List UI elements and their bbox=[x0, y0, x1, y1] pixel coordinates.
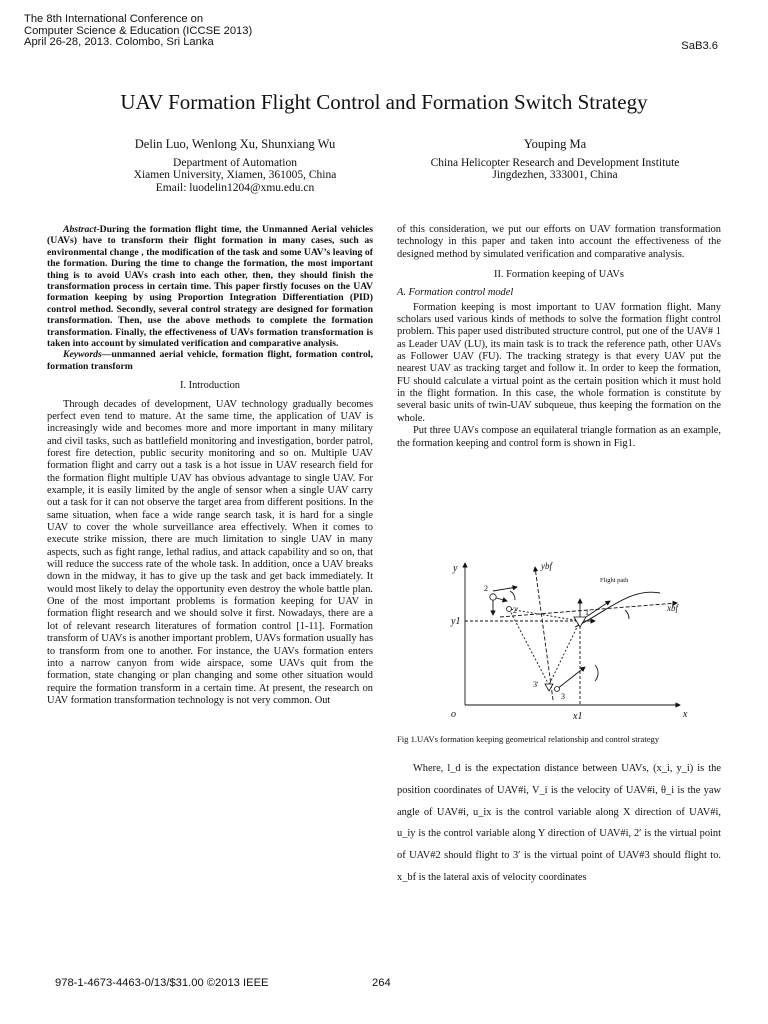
left-column bbox=[47, 224, 373, 707]
fig-node-3prime: 3' bbox=[533, 680, 539, 689]
author-names-right: Youping Ma bbox=[523, 137, 587, 151]
conference-name: The 8th International Conference on bbox=[24, 13, 204, 25]
keywords-label: Keywords bbox=[63, 349, 102, 361]
fig-node-1: 1 bbox=[585, 608, 589, 617]
abstract-text: -During the formation flight time, the Unmanned Aerial vehicles (UAVs) have to transform their flight formation in many cases, such as environmental change , the modification of the task and some UAV’s leaving of the formation. During the time to change the formation, the most important thing is to avoid UAVs crash into each other, then, they should finish the transformation process in certain time. This paper firstly focuses on the UAV formation keeping by using Proportion Integration Differentiation (PID) control method. Secondly, several control strategy are designed for formation transformation. Then, use the above methods to complete the formation transformation. Finally, the effectiveness of UAVs formation transformation is taken into account by simulated verification and comparative analysis. bbox=[47, 224, 373, 350]
session-code: SaB3.6 bbox=[681, 40, 718, 52]
fig-origin-label: o bbox=[451, 709, 456, 720]
fig-node-3: 3 bbox=[561, 692, 565, 701]
fig-x-label: x bbox=[683, 709, 688, 720]
fig-x1-label: x1 bbox=[573, 711, 583, 722]
fig-y-label: y bbox=[453, 563, 458, 574]
fig-flight-path-label: Flight path bbox=[600, 577, 629, 584]
section-heading-intro: I. Introduction bbox=[179, 380, 241, 392]
section-heading-formation: II. Formation keeping of UAVs bbox=[494, 269, 624, 281]
figure-1-caption: Fig 1.UAVs formation keeping geometrical relationship and control strategy bbox=[397, 734, 660, 744]
keywords-text: —unmanned aerial vehicle, formation flight, formation control, formation transform bbox=[47, 349, 373, 372]
author-block-left bbox=[70, 138, 400, 194]
author-names-left: Delin Luo, Wenlong Xu, Shunxiang Wu bbox=[134, 137, 336, 151]
keywords bbox=[47, 349, 373, 372]
fig-node-2prime: 2' bbox=[513, 606, 519, 615]
fig-node-2: 2 bbox=[484, 584, 488, 593]
abstract bbox=[47, 224, 373, 349]
conference-header bbox=[24, 14, 252, 49]
intro-paragraph: Through decades of development, UAV technology gradually becomes perfect even tend to mature. At the same time, the application of UAV is increasingly wide and becomes more and more important in many military and civil tasks, such as battlefield monitoring and investigation, border patrol, forest fire detection, public security monitoring and so on. Multiple UAV formation flight and carry out a task is a hot issue in UAV research field for the formation flight multiple UAV has obvious advantage to single UAV. For example, it is easily limited by the angle of sensor when a single UAV carry out a task for it can not observe the target area from different positions. In the same situation, when face a wide range search task, it is hard for a single UAV to cover the whole surveillance area effectively. When it comes to execute strike mission, there are much limitation to single UAV in many aspects, such as fight range, lethal radius, and attack capability and so on, that will reduce the success rate of the whole task. In addition, once a UAV breaks down in the midway, it has to give up the task and get back immediately. It would most likely to delay the opportunity even destroy the whole battle plan. One of the most important problems is formation keeping for UAV in formation flight research and we should solve it first. Nowadays, there are a lot of relevant research literatures of formation control [1-11]. Formation transform of UAVs is another important problem, UAVs formation usually has to transform from one to another. For instance, the UAVs formation enters into a narrow canyon from wide airspace, some UAVs quit from the formation, state changing or plan changing and some other situation would require the formation transform in a certain time. At present, the research on UAV formation transformation technology is not very common. Out bbox=[47, 398, 374, 706]
author-block-right bbox=[390, 138, 720, 182]
fig-xbf-label: xbf bbox=[667, 603, 678, 613]
page-number: 264 bbox=[372, 977, 391, 989]
conference-date-place: April 26-28, 2013. Colombo, Sri Lanka bbox=[24, 36, 214, 48]
paper-title: UAV Formation Flight Control and Formation Switch Strategy bbox=[120, 90, 648, 114]
figure-1-diagram bbox=[445, 555, 695, 725]
subsection-heading: A. Formation control model bbox=[397, 287, 514, 299]
fig-intro-paragraph: Put three UAVs compose an equilateral triangle formation as an example, the formation keeping and control form is shown in Fig1. bbox=[397, 425, 721, 449]
author-email[interactable]: Email: luodelin1204@xmu.edu.cn bbox=[155, 181, 315, 194]
right-column bbox=[397, 224, 721, 450]
author-city: Jingdezhen, 333001, China bbox=[492, 169, 618, 181]
author-dept: Department of Automation bbox=[173, 156, 297, 169]
formation-paragraph: Formation keeping is most important to UAV formation flight. Many scholars used various kinds of methods to solve the formation flight control problem. This paper used distributed structure control, put one of the UAV# 1 as Leader UAV (LU), its main task is to track the reference path, other UAVs as Follower UAV (FU). The tracking strategy is that every UAV put the nearest UAV as tracking target and follow it. In order to keep the formation, FU should calculate a virtual point as the certain position which it must hold in the flight formation. In this case, the whole formation is constitute by several basic units of twin-UAV subqueue, thus keeping the formation on the whole. bbox=[397, 301, 721, 424]
abstract-label: Abstract bbox=[63, 224, 97, 235]
fig-y1-label: y1 bbox=[451, 616, 461, 627]
isbn-footer: 978-1-4673-4463-0/13/$31.00 ©2013 IEEE bbox=[55, 977, 269, 989]
author-inst: China Helicopter Research and Development Institute bbox=[430, 156, 680, 169]
where-paragraph-block bbox=[397, 758, 721, 889]
where-paragraph: Where, l_d is the expectation distance between UAVs, (x_i, y_i) is the position coordinates of UAV#i, V_i is the velocity of UAV#i, θ_i is the yaw angle of UAV#i, u_ix is the control variable along X direction of UAV#i, u_iy is the control variable along Y direction of UAV#i, 2′ is the virtual point of UAV#2 should flight to 3′ is the virtual point of UAV#3 should flight to. x_bf is the lateral axis of velocity coordinates bbox=[397, 763, 721, 883]
intro-continued: of this consideration, we put our efforts on UAV formation transformation technology in this paper and taken into account the effectiveness of the designed method by simulated verification and comparative analysis. bbox=[397, 224, 721, 260]
fig-ybf-label: ybf bbox=[541, 561, 552, 571]
conference-edition: Computer Science & Education (ICCSE 2013) bbox=[24, 24, 253, 37]
author-univ: Xiamen University, Xiamen, 361005, China bbox=[133, 169, 337, 181]
